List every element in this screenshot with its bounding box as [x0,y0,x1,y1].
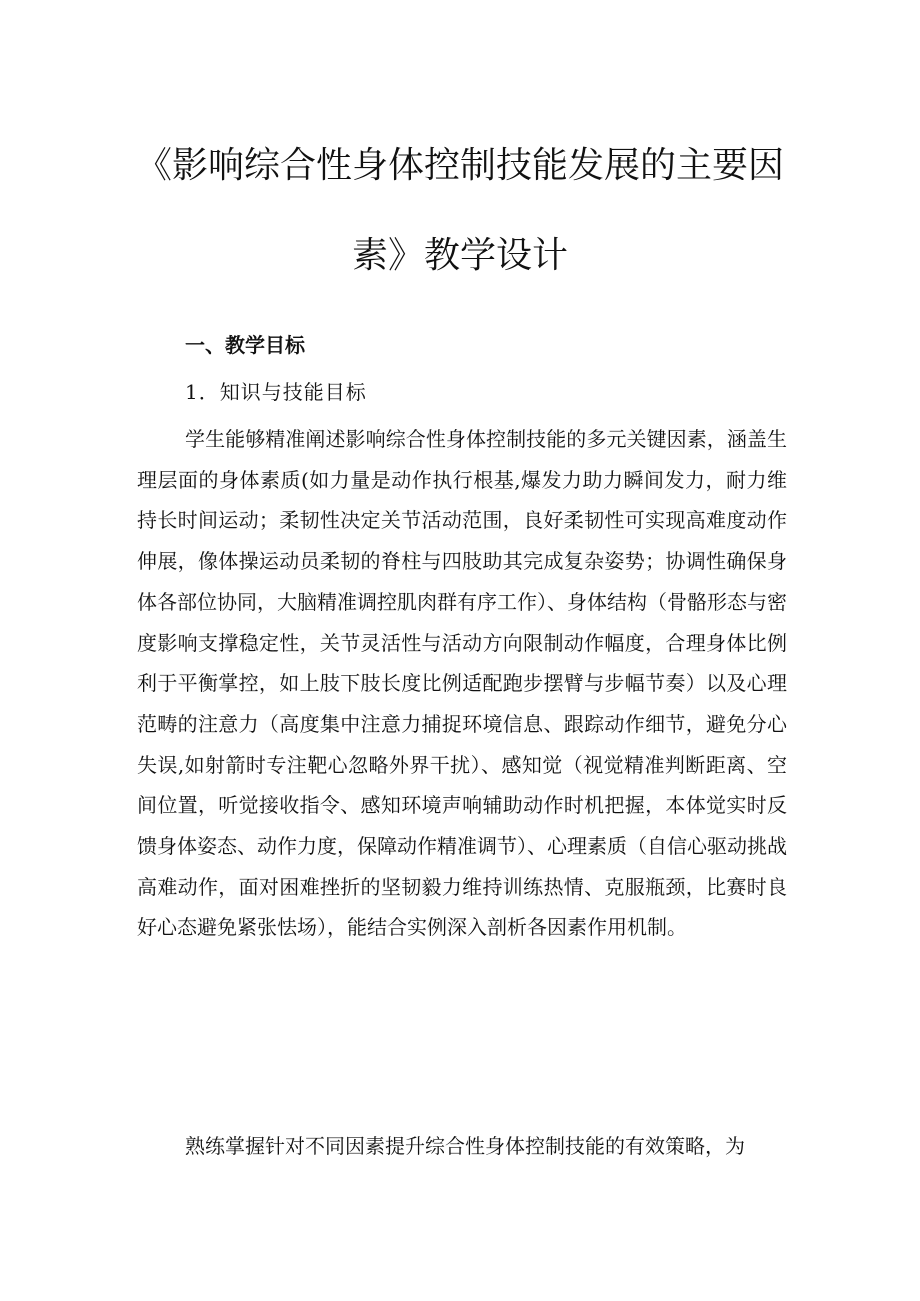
subsection-heading-knowledge-skills: 1．知识与技能目标 [185,380,367,404]
body-paragraph-2: 熟练掌握针对不同因素提升综合性身体控制技能的有效策略，为 [185,1134,745,1158]
body-paragraph-1: 学生能够精准阐述影响综合性身体控制技能的多元关键因素，涵盖生理层面的身体素质(如力量是动作执行根基,爆发力助力瞬间发力，耐力维持长时间运动；柔韧性决定关节活动范围，良好柔韧性可实现高难度动作伸展，像体操运动员柔韧的脊柱与四肢助其完成复杂姿势；协调性确保身体各部位协同，大脑精准调控肌肉群有序工作）、身体结构（骨骼形态与密度影响支撑稳定性，关节灵活性与活动方向限制动作幅度，合理身体比例利于平衡掌控，如上肢下肢长度比例适配跑步摆臂与步幅节奏）以及心理范畴的注意力（高度集中注意力捕捉环境信息、跟踪动作细节，避免分心失误,如射箭时专注靶心忽略外界干扰）、感知觉（视觉精准判断距离、空间位置，听觉接收指令、感知环境声响辅助动作时机把握，本体觉实时反馈身体姿态、动作力度，保障动作精准调节）、心理素质（自信心驱动挑战高难动作，面对困难挫折的坚韧毅力维持训练热情、克服瓶颈，比赛时良好心态避免紧张怯场），能结合实例深入剖析各因素作用机制。 [137,427,787,940]
section-heading-teaching-objectives: 一、教学目标 [185,333,305,357]
document-title-line-2: 素》教学设计 [351,235,568,276]
document-title-line-1: 《影响综合性身体控制技能发展的主要因 [135,145,784,186]
